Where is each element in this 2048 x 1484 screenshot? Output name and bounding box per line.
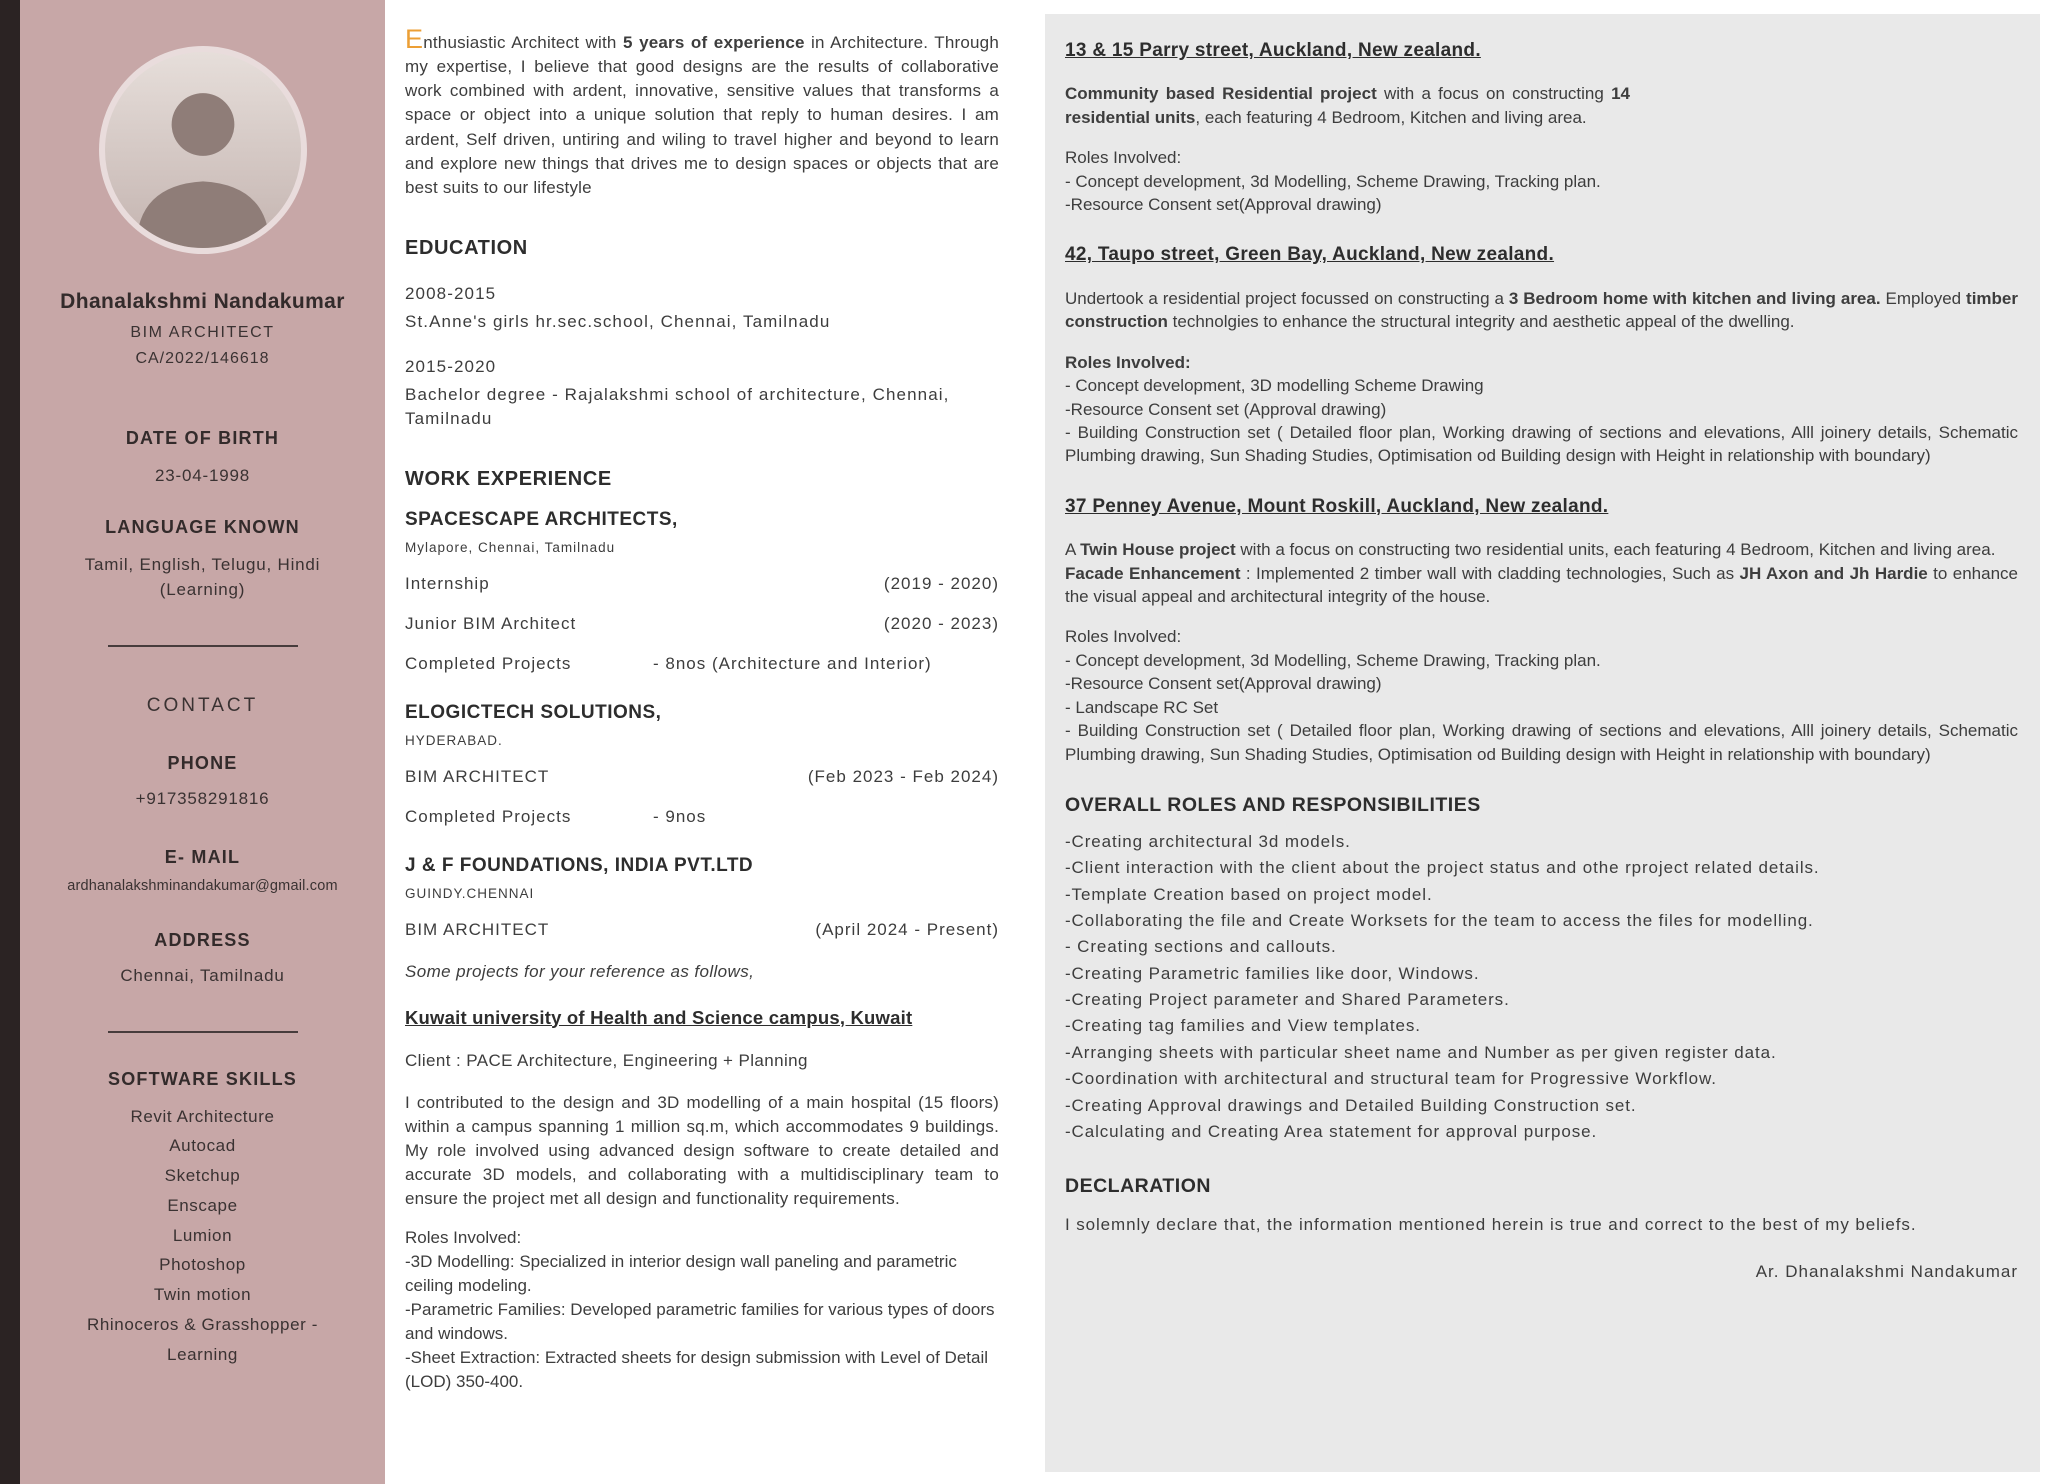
dob-label: DATE OF BIRTH — [125, 428, 280, 448]
education-years: 2015-2020 — [405, 356, 497, 376]
overall-roles-section — [1065, 792, 2018, 1145]
completed-label: Completed Projects — [405, 653, 572, 673]
roles-label: Roles Involved: — [1065, 627, 1182, 647]
declaration-text: I solemnly declare that, the information mentioned herein is true and correct to the best of my beliefs. — [1065, 1215, 1917, 1235]
job-title: BIM ARCHITECT — [130, 324, 275, 341]
position-row — [405, 612, 999, 636]
completed-label: Completed Projects — [405, 807, 572, 827]
skill-item: Photoshop — [159, 1255, 246, 1275]
overall-item: -Creating Parametric families like door, Windows. — [1065, 963, 1480, 983]
declaration-heading: DECLARATION — [1065, 1175, 1211, 1198]
sidebar-divider — [108, 1031, 298, 1033]
dob-value: 23-04-1998 — [155, 466, 250, 485]
kuwait-roles — [405, 1226, 999, 1395]
project-heading: 13 & 15 Parry street, Auckland, New zealand. — [1065, 40, 1481, 61]
skills-list — [20, 1102, 385, 1370]
languages-label: LANGUAGE KNOWN — [105, 516, 300, 537]
work-heading: WORK EXPERIENCE — [405, 467, 612, 490]
roles-list — [1065, 170, 1630, 217]
company-block — [405, 700, 999, 829]
project-description: Undertook a residential project focussed on constructing a 3 Bedroom home with kitchen and living area. Employed timber construction technolgies to enhance the structural integrity and aesthetic appeal of the dwelling. — [1065, 288, 2018, 332]
project-description: A Twin House project with a focus on constructing two residential units, each featuring 4 Bedroom, Kitchen and living area. — [1065, 540, 1996, 560]
education-school: Bachelor degree - Rajalakshmi school of architecture, Chennai, Tamilnadu — [405, 384, 950, 428]
position-row — [405, 572, 999, 596]
role-item: - Concept development, 3d Modelling, Scheme Drawing, Tracking plan. — [1065, 650, 1601, 670]
roles-list — [405, 1250, 999, 1395]
left-edge-strip — [0, 0, 20, 1484]
overall-item: -Calculating and Creating Area statement for approval purpose. — [1065, 1121, 1598, 1141]
completed-projects-row — [405, 652, 999, 676]
skill-item: Lumion — [172, 1225, 233, 1245]
project-section — [1065, 494, 2018, 766]
person-silhouette-icon — [105, 52, 301, 248]
overall-roles-list — [1065, 829, 2018, 1145]
kuwait-project-heading: Kuwait university of Health and Science campus, Kuwait — [405, 1006, 913, 1028]
overall-item: -Creating Approval drawings and Detailed Building Construction set. — [1065, 1095, 1637, 1115]
education-item — [405, 282, 999, 334]
company-name: J & F FOUNDATIONS, INDIA PVT.LTD — [405, 855, 754, 877]
skill-item: Twin motion — [153, 1285, 252, 1304]
position-dates: (2020 - 2023) — [883, 613, 999, 633]
position-title: Internship — [405, 574, 490, 594]
phone-value: +917358291816 — [135, 788, 270, 808]
sidebar-divider — [108, 645, 298, 647]
company-location: GUINDY.CHENNAI — [405, 886, 535, 902]
overall-item: -Template Creation based on project model. — [1065, 884, 1433, 904]
position-title: BIM ARCHITECT — [405, 920, 550, 940]
project-section — [1065, 38, 2018, 216]
role-item: -Resource Consent set (Approval drawing) — [1065, 399, 1387, 419]
address-label: ADDRESS — [154, 930, 251, 950]
role-item: - Concept development, 3d Modelling, Scheme Drawing, Tracking plan. — [1065, 171, 1601, 191]
roles-list — [1065, 374, 2018, 468]
education-years: 2008-2015 — [405, 284, 497, 304]
role-item: -Parametric Families: Developed parametric families for various types of doors and windows. — [405, 1299, 995, 1344]
profile-summary: Enthusiastic Architect with 5 years of experience in Architecture. Through my expertise, I believe that good designs are the results of collaborative work combined with ardent, innovative, sensitive values that transforms a space or object into a unique solution that reply to human desires. I am ardent, Self driven, untiring and wiling to travel higher and beyond to learn and explore new things that drives me to design spaces or objects that are best suits to our lifestyle — [405, 24, 999, 197]
position-dates: (2019 - 2020) — [883, 574, 999, 594]
overall-item: -Creating Project parameter and Shared Parameters. — [1065, 990, 1510, 1010]
contact-heading: CONTACT — [146, 694, 259, 716]
education-school: St.Anne's girls hr.sec.school, Chennai, Tamilnadu — [405, 312, 831, 332]
license-number: CA/2022/146618 — [135, 350, 270, 367]
role-item: - Landscape RC Set — [1065, 697, 1219, 717]
position-dates: (Feb 2023 - Feb 2024) — [807, 766, 999, 786]
address-value: Chennai, Tamilnadu — [120, 966, 285, 985]
client-line: Client : PACE Architecture, Engineering + Planning — [405, 1050, 808, 1070]
phone-label: PHONE — [167, 752, 238, 773]
profile-photo — [99, 46, 307, 254]
skill-item: Enscape — [167, 1195, 238, 1215]
role-item: - Building Construction set ( Detailed floor plan, Working drawing of sections and elevations, Alll joinery details, Schematic Plumbing drawing, Sun Shading Studies, Optimisation od Building design with Height in relationship with boundary) — [1065, 721, 2018, 764]
roles-label: Roles Involved: — [405, 1227, 522, 1247]
facade-description: Facade Enhancement : Implemented 2 timber wall with cladding technologies, Such as JH Axon and Jh Hardie to enhance the visual appeal and architectural integrity of the house. — [1065, 563, 2018, 606]
company-name: ELOGICTECH SOLUTIONS, — [405, 701, 662, 723]
email-label: E- MAIL — [164, 847, 241, 867]
company-block — [405, 853, 999, 942]
skill-item: Autocad — [169, 1136, 236, 1156]
middle-column — [385, 0, 1045, 1484]
role-item: -3D Modelling: Specialized in interior design wall paneling and parametric ceiling modeling. — [405, 1251, 957, 1295]
education-item — [405, 355, 999, 431]
overall-roles-heading: OVERALL ROLES AND RESPONSIBILITIES — [1065, 794, 1481, 817]
role-item: -Sheet Extraction: Extracted sheets for design submission with Level of Detail (LOD) 350-400. — [405, 1348, 989, 1392]
candidate-name: Dhanalakshmi Nandakumar — [60, 290, 345, 313]
project-section — [1065, 242, 2018, 467]
email-value: ardhanalakshminandakumar@gmail.com — [67, 878, 338, 894]
project-heading: 37 Penney Avenue, Mount Roskill, Auckland, New zealand. — [1065, 495, 1609, 517]
position-row — [405, 765, 999, 789]
signature: Ar. Dhanalakshmi Nandakumar — [1755, 1261, 2018, 1281]
skill-item: Revit Architecture — [130, 1106, 275, 1126]
company-name: SPACESCAPE ARCHITECTS, — [405, 509, 678, 531]
company-block — [405, 507, 999, 676]
education-heading: EDUCATION — [405, 236, 528, 259]
overall-item: -Arranging sheets with particular sheet name and Number as per given register data. — [1065, 1042, 1777, 1062]
position-dates: (April 2024 - Present) — [815, 920, 999, 940]
overall-item: - Creating sections and callouts. — [1065, 937, 1337, 957]
skills-heading: SOFTWARE SKILLS — [108, 1068, 297, 1089]
kuwait-project-description: I contributed to the design and 3D modelling of a main hospital (15 floors) within a campus spanning 1 million sq.m, which accommodates 9 buildings. My role involved using advanced design software to create detailed and accurate 3D models, and collaborating with a multidisciplinary team to ensure the project met all design and functionality requirements. — [405, 1092, 999, 1209]
right-panel — [1045, 14, 2040, 1472]
company-location: HYDERABAD. — [405, 732, 503, 748]
overall-item: -Collaborating the file and Create Worksets for the team to access the files for modelling. — [1065, 911, 1814, 931]
project-heading: 42, Taupo street, Green Bay, Auckland, New zealand. — [1065, 244, 1555, 266]
position-title: BIM ARCHITECT — [405, 766, 550, 786]
completed-value: - 9nos — [653, 807, 707, 827]
completed-value: - 8nos (Architecture and Interior) — [653, 653, 932, 673]
roles-label: Roles Involved: — [1065, 352, 1191, 372]
position-row — [405, 918, 999, 942]
roles-list — [1065, 649, 2018, 766]
overall-item: -Creating architectural 3d models. — [1065, 832, 1351, 852]
reference-note: Some projects for your reference as follows, — [405, 962, 755, 982]
overall-item: -Coordination with architectural and structural team for Progressive Workflow. — [1065, 1069, 1717, 1089]
role-item: -Resource Consent set(Approval drawing) — [1065, 674, 1382, 694]
declaration-section — [1065, 1173, 2018, 1283]
project-description: Community based Residential project with a focus on constructing 14 residential units, each featuring 4 Bedroom, Kitchen and living area. — [1065, 84, 1630, 127]
languages-value: Tamil, English, Telugu, Hindi (Learning) — [84, 554, 321, 599]
role-item: -Resource Consent set(Approval drawing) — [1065, 195, 1382, 215]
position-title: Junior BIM Architect — [405, 613, 577, 633]
roles-label: Roles Involved: — [1065, 148, 1182, 168]
company-location: Mylapore, Chennai, Tamilnadu — [405, 540, 616, 556]
sidebar — [20, 0, 385, 1484]
skill-item: Rhinoceros & Grasshopper - Learning — [86, 1314, 319, 1364]
overall-item: -Client interaction with the client about the project status and othe rproject related details. — [1065, 858, 1820, 878]
skill-item: Sketchup — [164, 1166, 241, 1185]
role-item: - Concept development, 3D modelling Scheme Drawing — [1065, 376, 1484, 396]
completed-projects-row — [405, 805, 999, 829]
role-item: - Building Construction set ( Detailed floor plan, Working drawing of sections and elevations, Alll joinery details, Schematic Plumbing drawing, Sun Shading Studies, Optimisation od Building design with Height in relationship with boundary) — [1065, 422, 2018, 466]
overall-item: -Creating tag families and View templates. — [1065, 1016, 1421, 1036]
